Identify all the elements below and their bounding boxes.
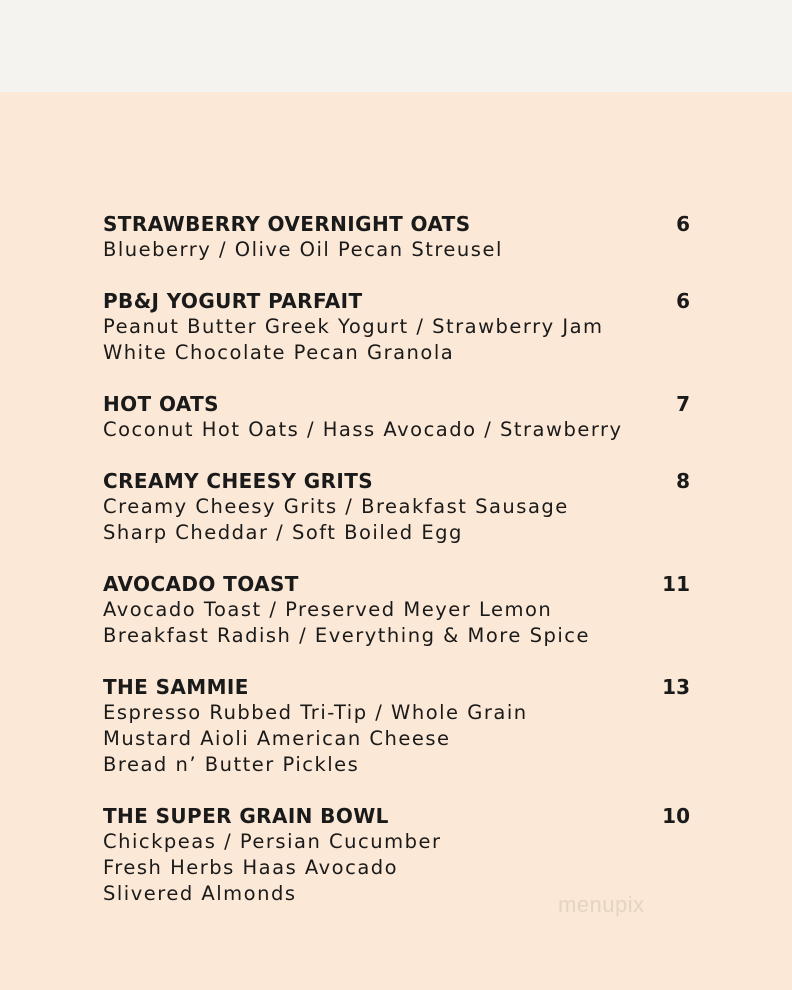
menu-item-price: 6 bbox=[676, 212, 690, 236]
menu-item bbox=[103, 571, 691, 649]
menu-item bbox=[103, 211, 691, 263]
menu-item bbox=[103, 391, 691, 443]
menu-page bbox=[0, 92, 792, 990]
menu-item-header bbox=[103, 571, 691, 597]
menu-item bbox=[103, 674, 691, 778]
menu-item-header bbox=[103, 211, 691, 237]
menu-item-description: Mustard Aioli American Cheese bbox=[103, 727, 451, 750]
menu-item-price: 13 bbox=[662, 675, 690, 699]
menu-item-header bbox=[103, 674, 691, 700]
top-band bbox=[0, 0, 792, 92]
menu-item-name: CREAMY CHEESY GRITS bbox=[103, 469, 374, 493]
menu-item-description: Creamy Cheesy Grits / Breakfast Sausage bbox=[103, 495, 569, 518]
menu-item-description: Blueberry / Olive Oil Pecan Streusel bbox=[103, 238, 503, 261]
menu-item-name: THE SAMMIE bbox=[103, 675, 249, 699]
menu-item-name: PB&J YOGURT PARFAIT bbox=[103, 289, 363, 313]
menu-item-description: Coconut Hot Oats / Hass Avocado / Strawberry bbox=[103, 418, 623, 441]
menu-item bbox=[103, 288, 691, 366]
menu-item-description: Sharp Cheddar / Soft Boiled Egg bbox=[103, 521, 463, 544]
menu-list bbox=[103, 211, 691, 907]
menu-item-description: White Chocolate Pecan Granola bbox=[103, 341, 455, 364]
menu-item-price: 10 bbox=[662, 804, 690, 828]
menu-item-description: Slivered Almonds bbox=[103, 882, 297, 905]
menu-item-header bbox=[103, 468, 691, 494]
menu-item-price: 7 bbox=[676, 392, 690, 416]
menu-item-description: Avocado Toast / Preserved Meyer Lemon bbox=[103, 598, 553, 621]
menu-item-name: HOT OATS bbox=[103, 392, 219, 416]
menu-item-price: 8 bbox=[676, 469, 690, 493]
menu-item-header bbox=[103, 288, 691, 314]
menu-item-name: AVOCADO TOAST bbox=[103, 572, 299, 596]
watermark-logo: menupix bbox=[558, 892, 645, 917]
menu-item-description: Espresso Rubbed Tri-Tip / Whole Grain bbox=[103, 701, 528, 724]
menu-item-price: 6 bbox=[676, 289, 690, 313]
menu-item-name: STRAWBERRY OVERNIGHT OATS bbox=[103, 212, 471, 236]
menu-item-price: 11 bbox=[662, 572, 690, 596]
menu-item bbox=[103, 468, 691, 546]
menu-item-description: Chickpeas / Persian Cucumber bbox=[103, 830, 442, 853]
menu-item-description: Bread n’ Butter Pickles bbox=[103, 753, 360, 776]
menu-item-description: Breakfast Radish / Everything & More Spice bbox=[103, 624, 590, 647]
menu-item-header bbox=[103, 803, 691, 829]
menu-item-header bbox=[103, 391, 691, 417]
menu-item-description: Fresh Herbs Haas Avocado bbox=[103, 856, 399, 879]
menu-item-description: Peanut Butter Greek Yogurt / Strawberry Jam bbox=[103, 315, 604, 338]
menu-item-name: THE SUPER GRAIN BOWL bbox=[103, 804, 389, 828]
